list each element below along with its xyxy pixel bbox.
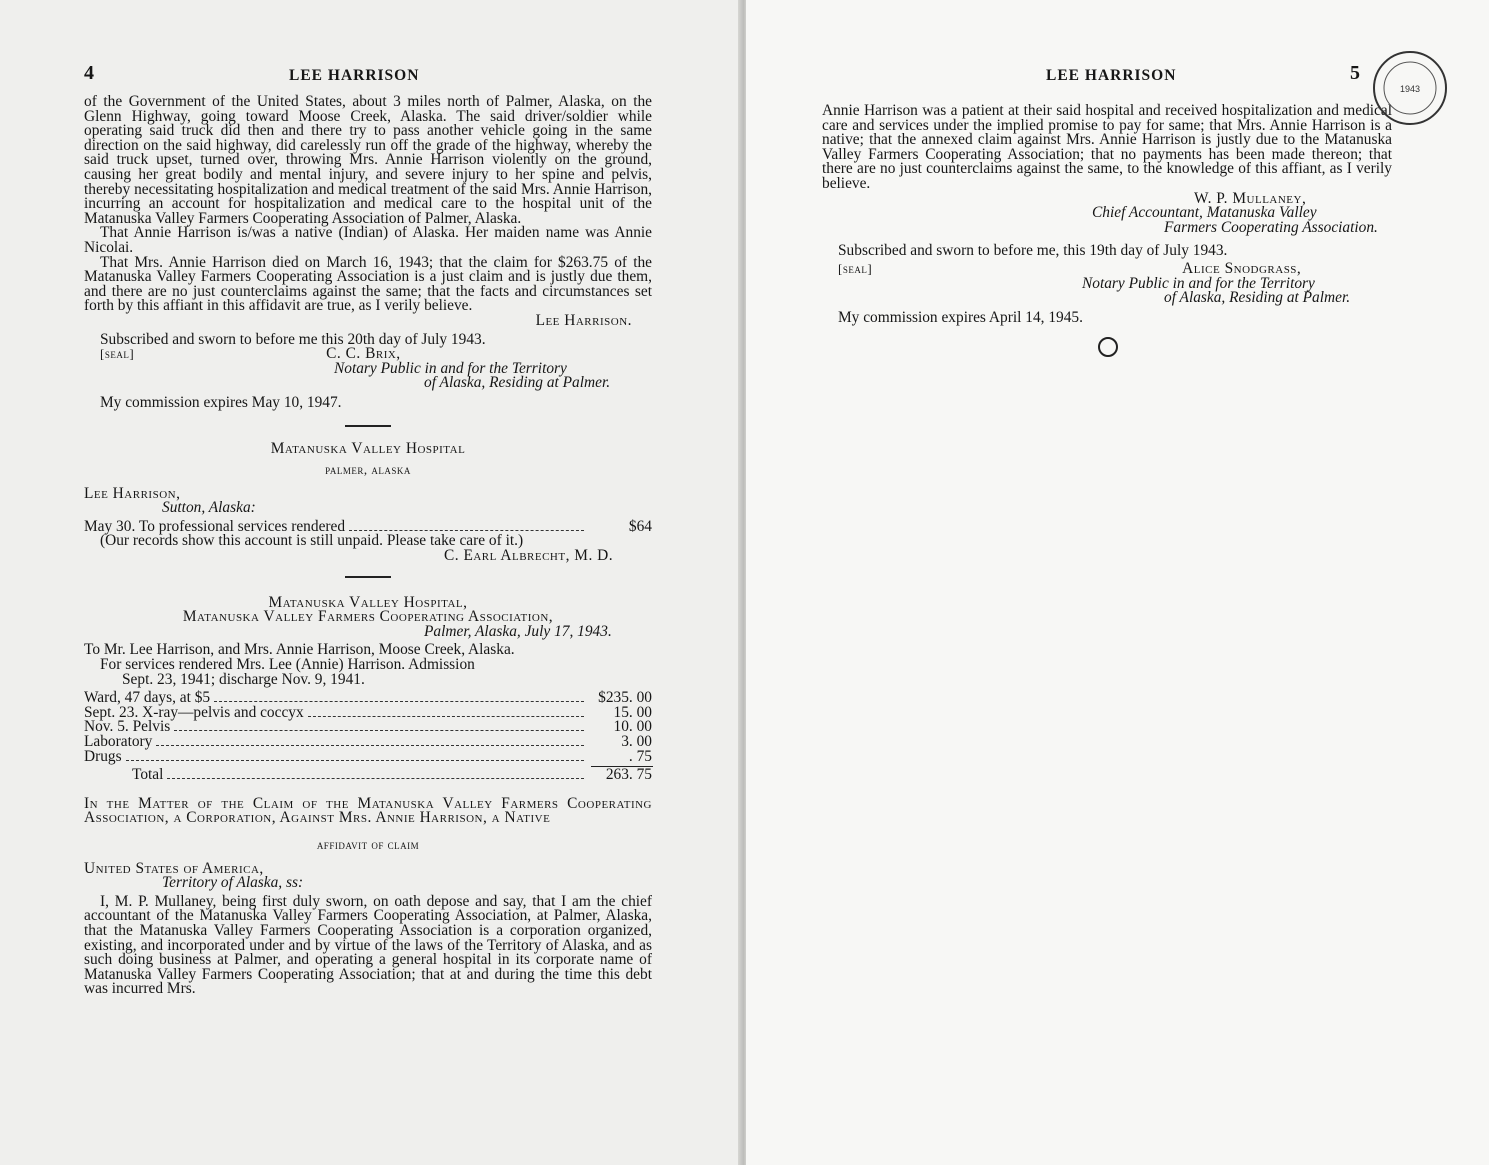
paragraph: Annie Harrison was a patient at their said hospital and received hospitalization and medical care and services under the implied promise to pay for same; that Mrs. Annie Harrison is a native; that the annexed claim against Mrs. Annie Harrison is justly due to the Matanuska Valley Farmers Cooperating Association; that no payments has been made thereon; that there are no just counterclaims against the same, to the knowledge of this affiant, as I verily believe. xyxy=(822,102,1392,192)
bill-item-label: Drugs xyxy=(84,747,122,765)
bill-item-amount: 10. 00 xyxy=(613,718,652,736)
bill-heading: Matanuska Valley Hospital xyxy=(270,440,466,458)
seal-label: [seal] xyxy=(838,260,873,276)
notary-title: Notary Public in and for the Territory xyxy=(334,359,567,377)
leader-dots xyxy=(156,745,584,746)
circle-mark xyxy=(1098,337,1118,357)
bill-item-row xyxy=(84,732,652,750)
svg-text:1943: 1943 xyxy=(1399,84,1421,94)
leader-dots xyxy=(349,530,584,531)
bill-items xyxy=(84,691,652,764)
bill-item-row xyxy=(84,747,652,765)
paragraph: I, M. P. Mullaney, being first duly sworn, on oath depose and say, that I am the chief accountant of the Matanuska Valley Farmers Cooperating Association, at Palmer, Alaska, that the Matanuska Valley Farmers Cooperating Association is a corporation organized, existing, and incorporated under and by virtue of the laws of the Territory of Alaska, and as such doing business at Palmer, and operating a general hospital in its corporate name of Matanuska Valley Farmers Cooperating Association; that at and during the time this debt was incurred Mrs. xyxy=(84,892,652,998)
leader-dots xyxy=(126,760,584,761)
bill-total xyxy=(84,768,652,783)
bill-item-label: Ward, 47 days, at $5 xyxy=(84,689,211,707)
divider xyxy=(345,576,391,578)
bill-item-amount: 15. 00 xyxy=(613,703,652,721)
bill-addressee: To Mr. Lee Harrison, and Mrs. Annie Harrison, Moose Creek, Alaska. xyxy=(84,641,515,659)
bill-dateline: Palmer, Alaska, July 17, 1943. xyxy=(424,622,612,640)
bill-heading: Matanuska Valley Farmers Cooperating Association, xyxy=(182,608,554,626)
jurat: Subscribed and sworn to before me, this 19th day of July 1943. xyxy=(838,242,1228,260)
right-column xyxy=(822,104,1392,325)
bill-item-amount: $235. 00 xyxy=(598,689,652,707)
commission: My commission expires April 14, 1945. xyxy=(838,308,1083,326)
venue-territory: Territory of Alaska, ss: xyxy=(162,874,304,892)
bill-item-label: Laboratory xyxy=(84,732,153,750)
bill-services: Sept. 23, 1941; discharge Nov. 9, 1941. xyxy=(122,670,365,688)
leader-dots xyxy=(308,716,584,717)
paragraph: That Mrs. Annie Harrison died on March 16, 1943; that the claim for $263.75 of the Matanuska Valley Farmers Cooperating Association is a just claim and is justly due them, and there are no just counterclaims against the same; that the facts and circumstances set forth by this affiant in this affidavit are true, as I verily believe. xyxy=(84,253,652,315)
bill-services: For services rendered Mrs. Lee (Annie) Harrison. Admission xyxy=(100,656,475,673)
page-number: 5 xyxy=(1350,62,1360,84)
bill-line-amount: $64 xyxy=(628,517,652,535)
signer-name: W. P. Mullaney, xyxy=(1194,189,1307,207)
left-column xyxy=(84,95,652,997)
bill-line-label: May 30. To professional services rendered xyxy=(84,517,346,535)
leader-dots xyxy=(174,730,584,731)
seal-label: [seal] xyxy=(100,346,135,362)
bill-item-label: Sept. 23. X-ray—pelvis and coccyx xyxy=(84,703,304,721)
total-amount: 263. 75 xyxy=(605,766,652,784)
notary-title: Notary Public in and for the Territory xyxy=(1082,274,1315,292)
library-stamp-icon xyxy=(1370,48,1450,128)
signature: Lee Harrison. xyxy=(535,311,632,329)
leader-dots xyxy=(167,778,584,779)
jurat: Subscribed and sworn to before me this 20th day of July 1943. xyxy=(100,330,486,348)
notary-title: of Alaska, Residing at Palmer. xyxy=(424,374,611,392)
addressee: Lee Harrison, xyxy=(84,484,181,502)
notary-name: Alice Snodgrass, xyxy=(1182,259,1302,277)
bill-item-amount: . 75 xyxy=(628,747,652,765)
total-label: Total xyxy=(132,766,164,784)
bill-note: (Our records show this account is still unpaid. Please take care of it.) xyxy=(100,532,524,550)
notary-name: C. C. Brix, xyxy=(326,345,401,363)
divider xyxy=(345,425,391,427)
addressee-place: Sutton, Alaska: xyxy=(162,499,256,517)
notary-title: of Alaska, Residing at Palmer. xyxy=(1164,289,1351,307)
affidavit-heading: affidavit of claim xyxy=(316,836,420,852)
paragraph: of the Government of the United States, about 3 miles north of Palmer, Alaska, on the Glenn Highway, going toward Moose Creek, Alaska. The said driver/soldier while operating said truck did then and there try to pass another vehicle going in the same direction on the said highway, did carelessly run off the grade of the highway, whereby the said truck upset, turned over, throwing Mrs. Annie Harrison violently on the ground, causing her great bodily and mental injury, and severe injury to her spine and pelvis, thereby necessitating hospitalization and medical treatment of the said Mrs. Annie Harrison, incurring an account for hospitalization and medical care to the hospital unit of the Matanuska Valley Farmers Cooperating Association of Palmer, Alaska. xyxy=(84,93,652,227)
bill-heading: Matanuska Valley Hospital, xyxy=(268,593,468,611)
running-head: LEE HARRISON xyxy=(289,67,420,84)
bill-signer: C. Earl Albrecht, M. D. xyxy=(444,547,614,565)
commission: My commission expires May 10, 1947. xyxy=(100,393,342,411)
bill-place: palmer, alaska xyxy=(325,462,411,478)
matter-heading: In the Matter of the Claim of the Matanuska Valley Farmers Cooperating Association, a Corporation, Against Mrs. Annie Harrison, a Native xyxy=(84,794,652,827)
bill-item-row xyxy=(84,720,652,735)
leader-dots xyxy=(214,701,584,702)
signer-title: Chief Accountant, Matanuska Valley xyxy=(1092,204,1317,222)
running-head: LEE HARRISON xyxy=(1046,67,1177,84)
paragraph: That Annie Harrison is/was a native (Indian) of Alaska. Her maiden name was Annie Nicolai. xyxy=(84,224,652,256)
venue: United States of America, xyxy=(84,859,264,877)
page-number: 4 xyxy=(84,62,94,84)
bill-item-amount: 3. 00 xyxy=(621,732,652,750)
signer-title: Farmers Cooperating Association. xyxy=(1164,218,1378,236)
bill-item-label: Nov. 5. Pelvis xyxy=(84,718,171,736)
